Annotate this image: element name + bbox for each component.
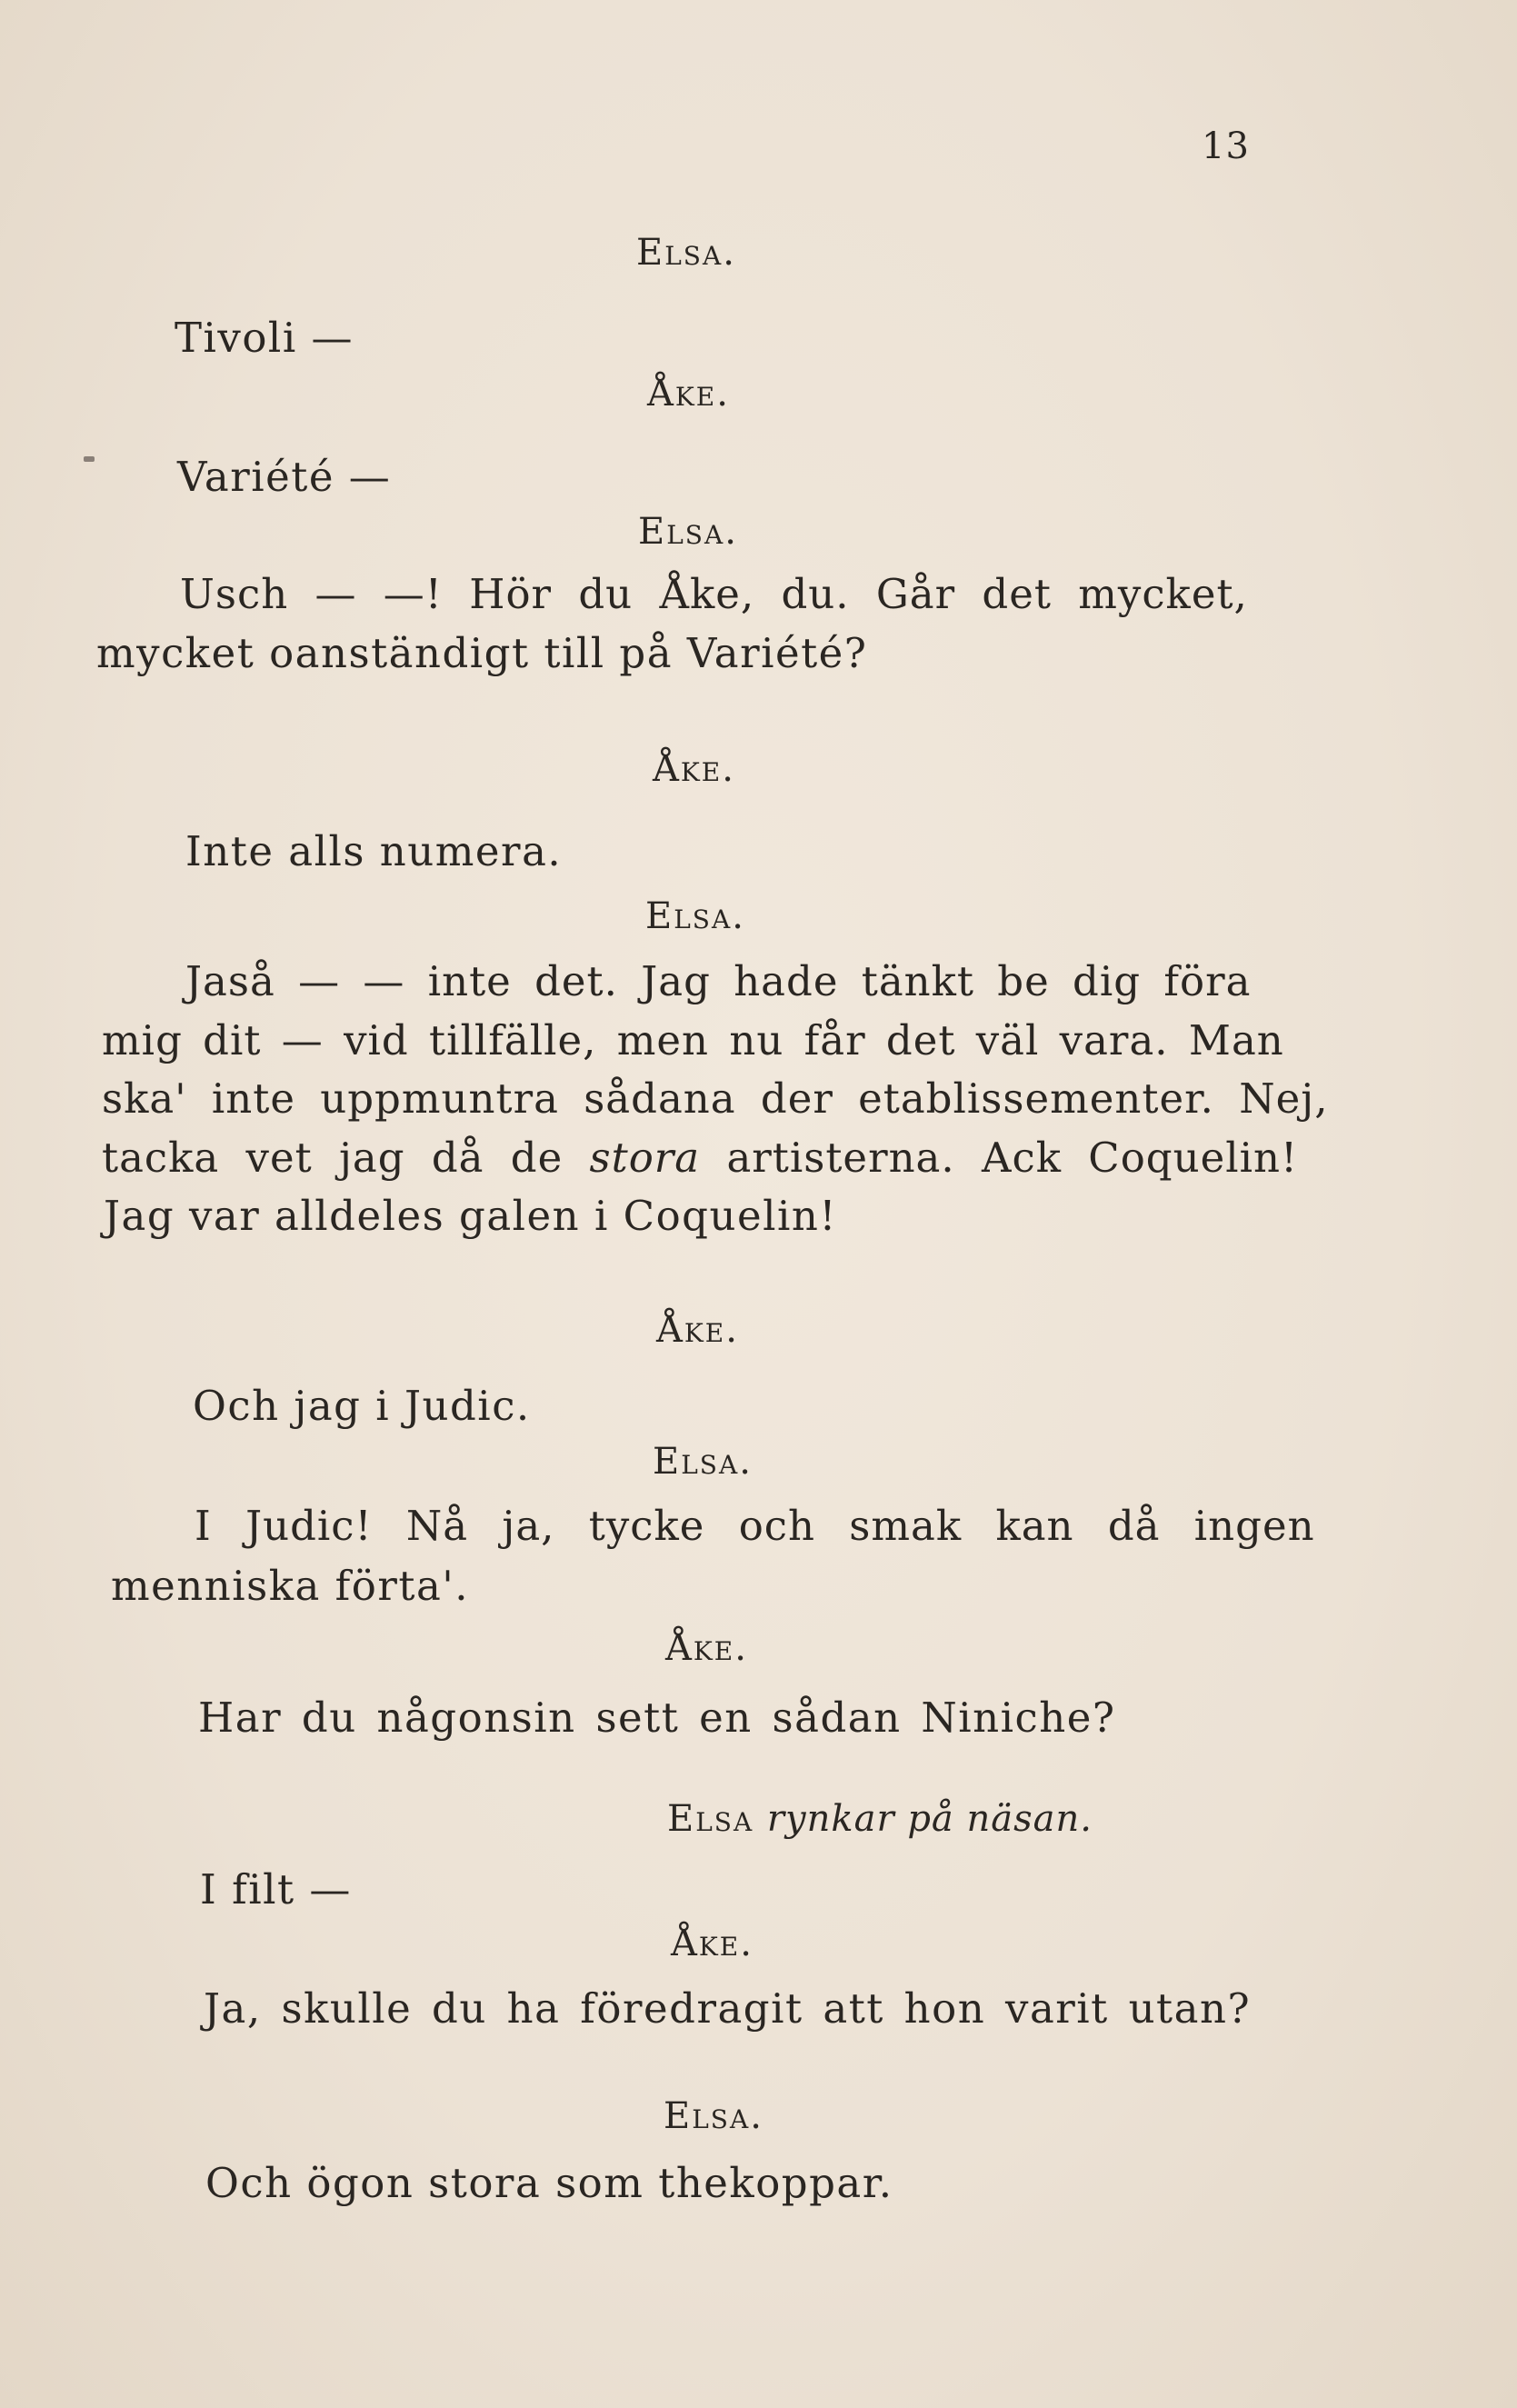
stray-ink-mark (84, 456, 95, 462)
dialogue-line: mycket oanständigt till på Variété? (96, 629, 868, 677)
dialogue-line: Jaså — — inte det. Jag hade tänkt be dig föra (185, 957, 1252, 1005)
dialogue-line: ska' inte uppmuntra sådana der etablissementer. Nej, (102, 1074, 1329, 1123)
emphasis-word: stora (589, 1134, 701, 1182)
dialogue-line: tacka vet jag då de stora artisterna. Ack Coquelin! (102, 1134, 1299, 1182)
dialogue-line: Variété — (177, 453, 392, 501)
dialogue-line: Inte alls numera. (185, 827, 563, 875)
speaker-name: Elsa. (645, 895, 745, 937)
speaker-name: Elsa. (636, 232, 736, 274)
dialogue-line: Och jag i Judic. (193, 1382, 531, 1430)
speaker-name: Åke. (671, 1923, 754, 1964)
speaker-name: Åke. (656, 1309, 739, 1351)
speaker-name: Elsa rynkar på näsan. (667, 1798, 1093, 1840)
speaker-name: Åke. (653, 748, 735, 790)
dialogue-line: I Judic! Nå ja, tycke och smak kan då ingen (195, 1502, 1315, 1550)
dialogue-line: Jag var alldeles galen i Coquelin! (104, 1192, 837, 1240)
dialogue-line: Har du någonsin sett en sådan Niniche? (198, 1694, 1116, 1742)
dialogue-line: Ja, skulle du ha föredragit att hon varit utan? (204, 1984, 1252, 2033)
speaker-name: Elsa. (664, 2095, 763, 2137)
speaker-name: Elsa. (653, 1441, 753, 1483)
speaker-name: Åke. (665, 1627, 748, 1669)
speaker-name: Åke. (647, 373, 730, 415)
dialogue-line: I filt — (200, 1865, 352, 1913)
stage-direction: rynkar på näsan. (766, 1798, 1093, 1840)
dialogue-line: mig dit — vid tillfälle, men nu får det väl vara. Man (102, 1016, 1284, 1064)
page-number: 13 (1202, 125, 1250, 167)
dialogue-line: Och ögon stora som thekoppar. (205, 2159, 893, 2207)
speaker-name: Elsa. (638, 511, 738, 553)
dialogue-line: menniska förta'. (111, 1562, 469, 1610)
dialogue-line: Usch — —! Hör du Åke, du. Går det mycket, (180, 570, 1248, 618)
dialogue-line: Tivoli — (175, 314, 354, 362)
